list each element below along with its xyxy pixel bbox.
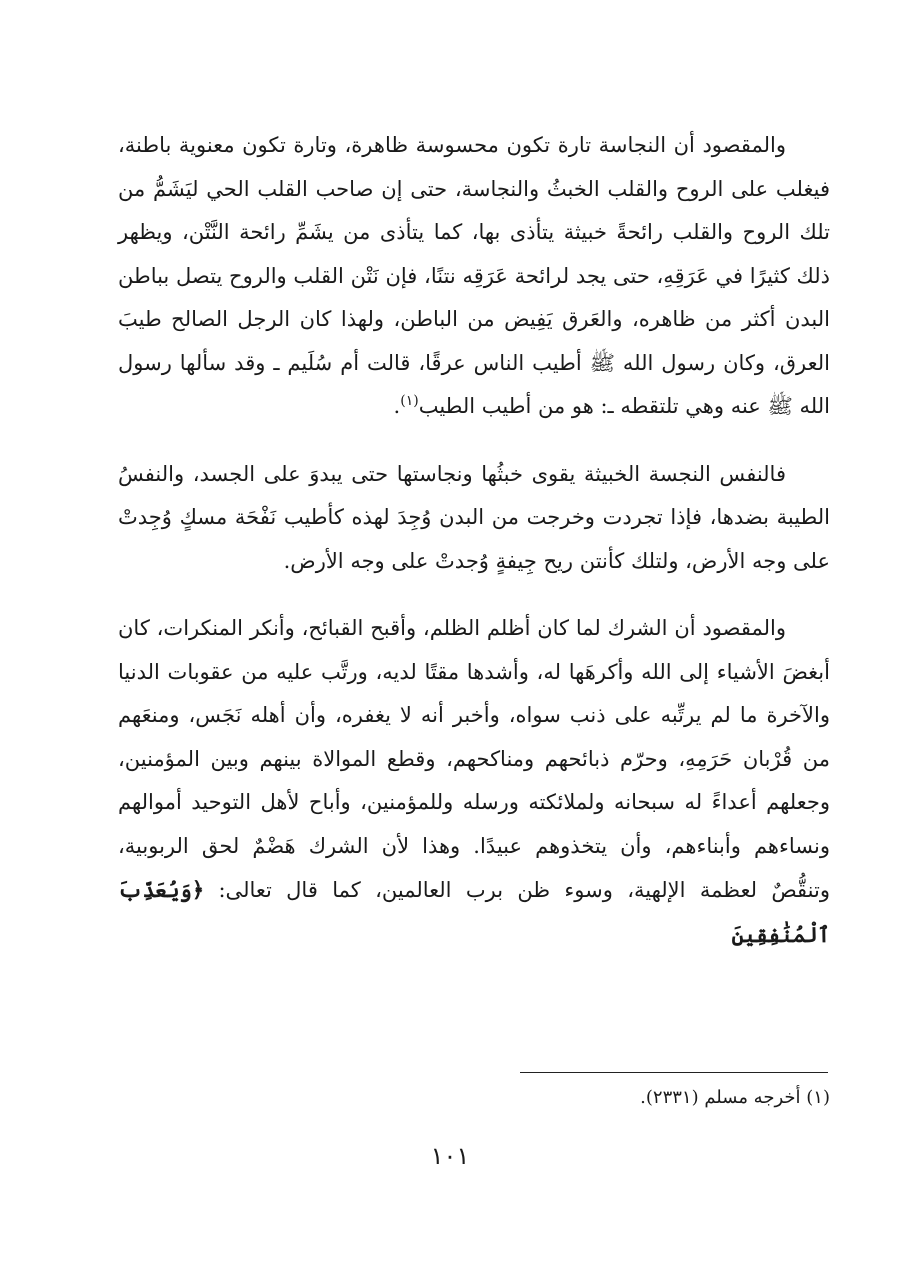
paragraph-2 <box>118 453 830 584</box>
footnote-reference[interactable]: (١) <box>400 393 419 409</box>
paragraph-1 <box>118 124 830 429</box>
quran-verse: ﴿وَيُعَذِّبَ ٱلْمُنَٰفِقِينَ <box>118 877 830 947</box>
footnote-marker: (١) <box>806 1087 830 1108</box>
page-number: ١٠١ <box>430 1142 470 1170</box>
paragraph-3-text: والمقصود أن الشرك لما كان أظلم الظلم، وأقبح القبائح، وأنكر المنكرات، كان أبغضَ الأشياء إلى الله وأكرهَها له، وأشدها مقتًا لديه، ورتَّب عليه من عقوبات الدنيا والآخرة ما لم يرتِّبه على ذنب سواه، وأخبر أنه لا يغفره، وأن أهله نَجَس، ومنعَهم من قُرْبان حَرَمِهِ، وحرّم ذبائحهم ومناكحهم، وقطع الموالاة بينهم وبين المؤمنين، وجعلهم أعداءً له سبحانه ولملائكته ورسله وللمؤمنين، وأباح لأهل التوحيد أموالهم ونساءهم وأبناءهم، وأن يتخذوهم عبيدًا. وهذا لأن الشرك هَضْمٌ لحق الربوبية، وتنقُّصٌ لعظمة الإلهية، وسوء ظن برب العالمين، كما قال تعالى: <box>118 616 830 902</box>
paragraph-3 <box>118 607 830 957</box>
paragraph-2-text: فالنفس النجسة الخبيثة يقوى خبثُها ونجاستها حتى يبدوَ على الجسد، والنفسُ الطيبة بضدها، فإذا تجردت وخرجت من البدن وُجِدَ لهذه كأطيب نَفْحَة مسكٍ وُجِدتْ على وجه الأرض، ولتلك كأنتن ريح جِيفةٍ وُجدتْ على وجه الأرض. <box>118 461 830 573</box>
main-text <box>118 124 830 957</box>
paragraph-1-end: . <box>393 394 401 418</box>
footnote-text: أخرجه مسلم (٢٣٣١). <box>640 1087 801 1108</box>
footnote <box>118 1084 830 1112</box>
paragraph-1-text: والمقصود أن النجاسة تارة تكون محسوسة ظاهرة، وتارة تكون معنوية باطنة، فيغلب على الروح والقلب الخبثُ والنجاسة، حتى إن صاحب القلب الحي ليَشَمُّ من تلك الروح والقلب رائحةً خبيثة يتأذى بها، كما يتأذى من يشَمِّ رائحة النَّتْن، ويظهر ذلك كثيرًا في عَرَقِهِ، حتى يجد لرائحة عَرَقِه نتنًا، فإن نَتْن القلب والروح يتصل بباطن البدن أكثر من ظاهره، والعَرق يَفِيض من الباطن، ولهذا كان الرجل الصالح طيبَ العرق، وكان رسول الله ﷺ أطيب الناس عرقًا، قالت أم سُلَيم ـ وقد سألها رسول الله ﷺ عنه وهي تلتقطه ـ: هو من أطيب الطيب <box>118 133 830 418</box>
footnote-divider <box>520 1072 828 1073</box>
